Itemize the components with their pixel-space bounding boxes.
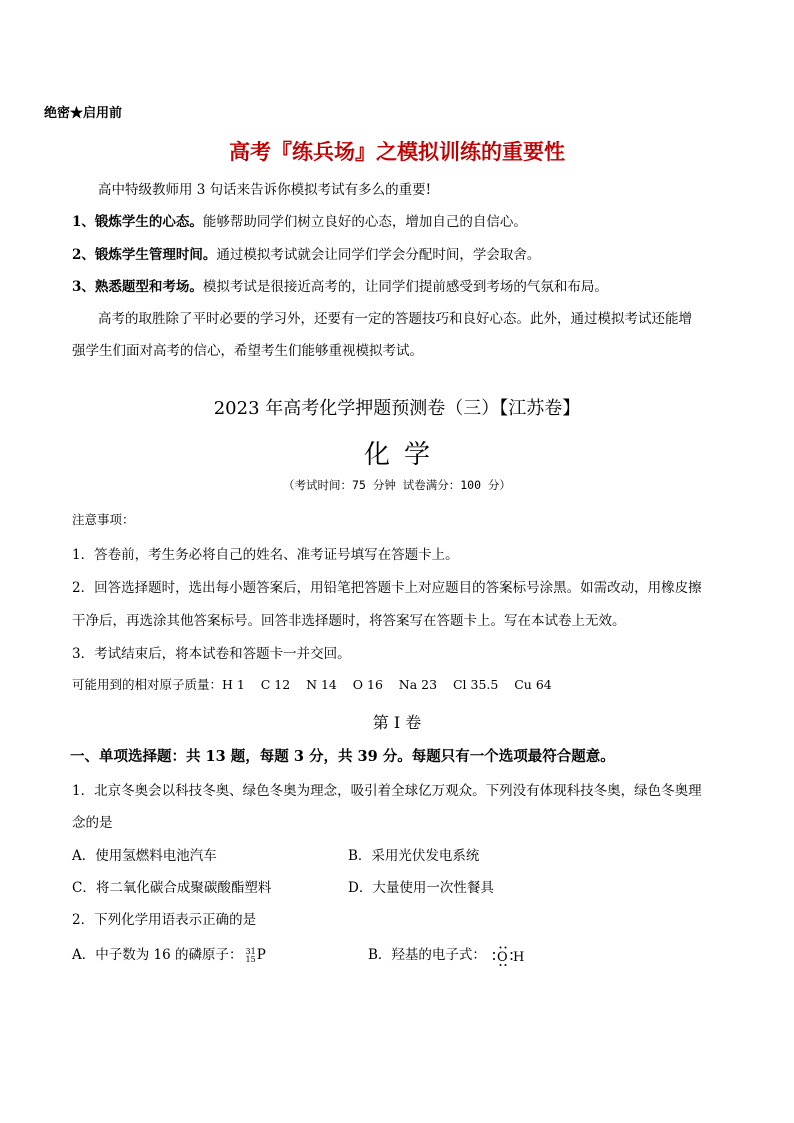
promo-point-text: 模拟考试是很接近高考的，让同学们提前感受到考场的气氛和布局。 — [202, 279, 608, 295]
electron-dot — [500, 946, 502, 948]
promo-point-3 — [72, 275, 608, 295]
exam-title: 2023 年高考化学押题预测卷（三）【江苏卷】 — [213, 398, 581, 419]
promo-point-lead: 3、熟悉题型和考场。 — [72, 279, 203, 295]
atomic-masses — [72, 675, 552, 693]
option-text: A．中子数为 16 的磷原子： — [72, 947, 243, 963]
promo-point-text: 通过模拟考试就会让同学们学会分配时间，学会取舍。 — [216, 247, 541, 263]
subject-title: 化学 — [363, 440, 444, 470]
electron-dot — [493, 958, 495, 960]
notice-2-cont: 干净后，再选涂其他答案标号。回答非选择题时，将答案写在答题卡上。写在本试卷上无效。 — [72, 613, 626, 629]
part-heading: 一、单项选择题：共 13 题，每题 3 分，共 39 分。每题只有一个选项最符合题意。 — [70, 748, 615, 765]
notice-3: 3．考试结束后，将本试卷和答题卡一并交回。 — [72, 646, 351, 662]
notice-heading: 注意事项： — [72, 512, 135, 527]
element-symbol: P — [256, 947, 266, 963]
notice-2: 2．回答选择题时，选出每小题答案后，用铅笔把答题卡上对应题目的答案标号涂黑。如需改动，用橡皮擦 — [72, 580, 702, 596]
promo-point-lead: 1、锻炼学生的心态。 — [72, 214, 203, 230]
question-2-stem: 2．下列化学用语表示正确的是 — [72, 912, 257, 928]
option-text: B．羟基的电子式： — [368, 947, 486, 963]
atomic-number: 15 — [245, 954, 256, 964]
hydrogen-symbol: H — [513, 949, 525, 965]
promo-point-text: 能够帮助同学们树立良好的心态，增加自己的自信心。 — [202, 214, 527, 230]
confidential-label: 绝密★启用前 — [44, 106, 123, 121]
question-1-option-a: A．使用氢燃料电池汽车 — [72, 848, 217, 864]
section-title: 第 I 卷 — [372, 713, 422, 732]
notice-1: 1．答卷前，考生务必将自己的姓名、准考证号填写在答题卡上。 — [72, 547, 459, 563]
atomic-masses-label: 可能用到的相对原子质量： — [72, 677, 223, 692]
question-1-option-b: B．采用光伏发电系统 — [348, 848, 480, 864]
promo-closing-line-2: 强学生们面对高考的信心，希望考生们能够重视模拟考试。 — [72, 343, 423, 359]
electron-dot — [505, 946, 507, 948]
oxygen-symbol: O — [497, 949, 508, 965]
nuclide-notation — [246, 948, 256, 964]
question-1-stem: 1．北京冬奥会以科技冬奥、绿色冬奥为理念，吸引着全球亿万观众。下列没有体现科技冬奥，绿色冬奥理 — [72, 783, 702, 799]
atomic-masses-values: H 1 C 12 N 14 O 16 Na 23 Cl 35.5 Cu 64 — [222, 677, 552, 692]
mass-number: 31 — [245, 946, 256, 956]
hydroxyl-electron-formula — [491, 945, 523, 967]
time-info: （考试时间：75 分钟 试卷满分：100 分） — [283, 478, 511, 492]
question-2-option-b — [368, 943, 523, 967]
promo-closing-line-1: 高考的取胜除了平时必要的学习外，还要有一定的答题技巧和良好心态。此外，通过模拟考试还能增 — [98, 311, 692, 327]
question-1-option-d: D．大量使用一次性餐具 — [348, 880, 494, 896]
promo-intro: 高中特级教师用 3 句话来告诉你模拟考试有多么的重要! — [98, 182, 432, 198]
promo-point-1 — [72, 210, 527, 230]
question-1-option-c: C．将二氧化碳合成聚碳酸酯塑料 — [72, 880, 272, 896]
promo-title: 高考『练兵场』之模拟训练的重要性 — [229, 140, 565, 164]
question-1-stem-cont: 念的是 — [72, 815, 113, 831]
promo-point-lead: 2、锻炼学生管理时间。 — [72, 247, 217, 263]
electron-dot — [493, 952, 495, 954]
question-2-option-a — [72, 943, 266, 964]
promo-point-2 — [72, 243, 540, 263]
